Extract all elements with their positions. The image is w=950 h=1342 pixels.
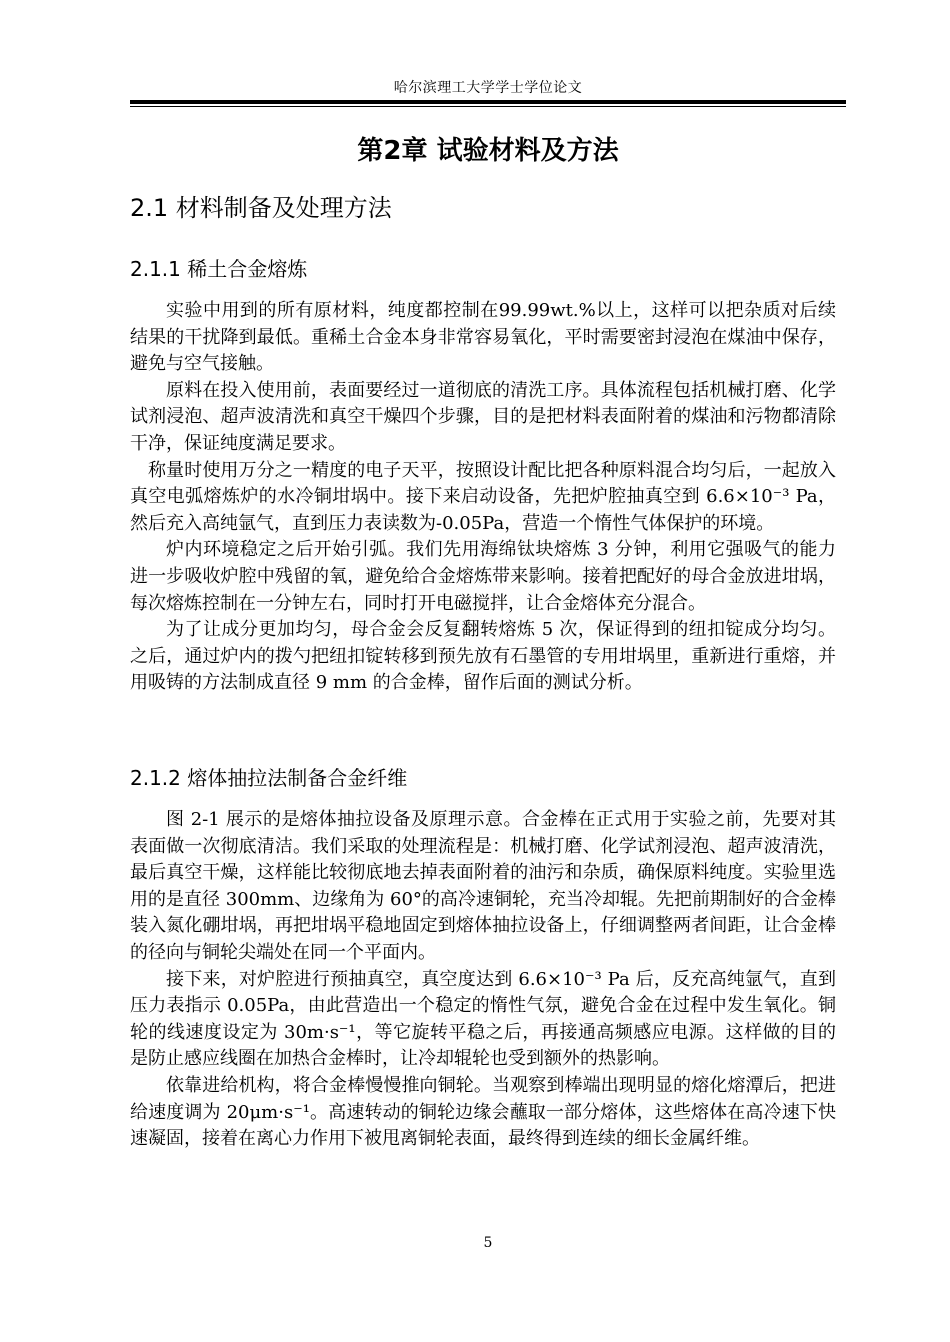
subsection-title-melt-extraction: 2.1.2 熔体抽拉法制备合金纤维 <box>130 766 408 790</box>
body-text-smelting <box>130 298 836 697</box>
paragraph: 炉内环境稳定之后开始引弧。我们先用海绵钛块熔炼 3 分钟，利用它强吸气的能力进一步吸收炉腔中残留的氧，避免给合金熔炼带来影响。接着把配好的母合金放进坩埚，每次熔炼控制在一分钟左右，同时打开电磁搅拌，让合金熔体充分混合。 <box>130 539 836 614</box>
subsection-title-smelting: 2.1.1 稀土合金熔炼 <box>130 257 308 281</box>
paragraph: 原料在投入使用前，表面要经过一道彻底的清洗工序。具体流程包括机械打磨、化学试剂浸泡、超声波清洗和真空干燥四个步骤，目的是把材料表面附着的煤油和污物都清除干净，保证纯度满足要求。 <box>130 379 836 454</box>
body-text-melt-extraction <box>130 807 836 1153</box>
chapter-title: 第2章 试验材料及方法 <box>357 136 619 166</box>
paragraph: 图 2-1 展示的是熔体抽拉设备及原理示意。合金棒在正式用于实验之前，先要对其表面做一次彻底清洁。我们采取的处理流程是：机械打磨、化学试剂浸泡、超声波清洗，最后真空干燥，这样能比较彻底地去掉表面附着的油污和杂质，确保原料纯度。实验里选用的是直径 300mm、边缘角为 60°的高冷速铜轮，充当冷却辊。先把前期制好的合金棒装入氮化硼坩埚，再把坩埚平稳地固定到熔体抽拉设备上，仔细调整两者间距，让合金棒的径向与铜轮尖端处在同一个平面内。 <box>130 809 836 963</box>
paragraph: 实验中用到的所有原材料，纯度都控制在99.99wt.%以上，这样可以把杂质对后续结果的干扰降到最低。重稀土合金本身非常容易氧化，平时需要密封浸泡在煤油中保存，避免与空气接触。 <box>130 300 836 375</box>
paragraph: 接下来，对炉腔进行预抽真空，真空度达到 6.6×10⁻³ Pa 后，反充高纯氩气，直到压力表指示 0.05Pa，由此营造出一个稳定的惰性气氛，避免合金在过程中发生氧化。铜轮的线速度设定为 30m·s⁻¹，等它旋转平稳之后，再接通高频感应电源。这样做的目的是防止感应线圈在加热合金棒时，让冷却辊轮也受到额外的热影响。 <box>130 968 836 1070</box>
section-title: 2.1 材料制备及处理方法 <box>130 194 392 222</box>
running-header: 哈尔滨理工大学学士学位论文 <box>393 80 583 96</box>
paragraph: 称量时使用万分之一精度的电子天平，按照设计配比把各种原料混合均匀后，一起放入真空电弧熔炼炉的水冷铜坩埚中。接下来启动设备，先把炉腔抽真空到 6.6×10⁻³ Pa，然后充入高纯氩气，直到压力表读数为-0.05Pa，营造一个惰性气体保护的环境。 <box>130 459 836 534</box>
header-rule-thick <box>130 100 846 104</box>
page-number: 5 <box>483 1235 493 1251</box>
paragraph: 依靠进给机构，将合金棒慢慢推向铜轮。当观察到棒端出现明显的熔化熔潭后，把进给速度调为 20μm·s⁻¹。高速转动的铜轮边缘会蘸取一部分熔体，这些熔体在高冷速下快速凝固，接着在离心力作用下被甩离铜轮表面，最终得到连续的细长金属纤维。 <box>130 1074 836 1150</box>
paragraph: 为了让成分更加均匀，母合金会反复翻转熔炼 5 次，保证得到的纽扣锭成分均匀。之后，通过炉内的拨勺把纽扣锭转移到预先放有石墨管的专用坩埚里，重新进行重熔，并用吸铸的方法制成直径 9 mm 的合金棒，留作后面的测试分析。 <box>130 619 836 694</box>
header-rule-thin <box>130 106 846 107</box>
